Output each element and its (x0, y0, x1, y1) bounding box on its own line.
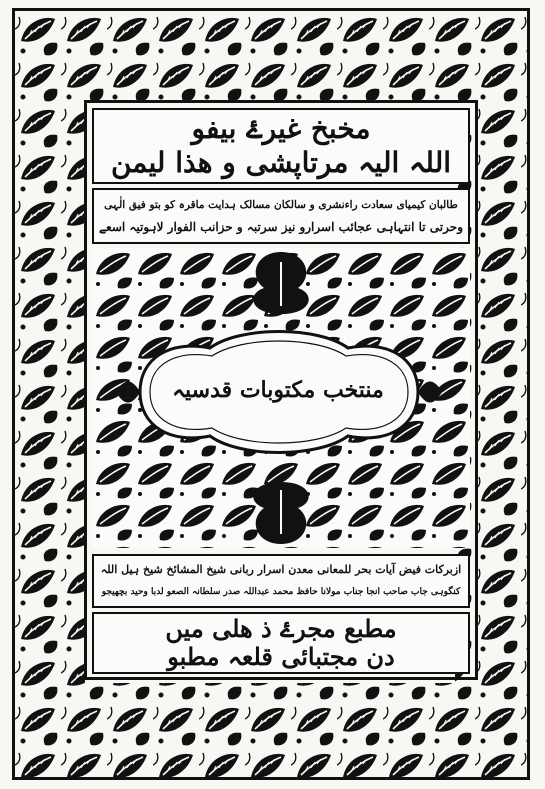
credit-panel (92, 554, 470, 608)
description-line-2: وحرتی تا انتہاہی عجائب اسرارو نیز سرتبہ و حزانب الفوار لاہوتیہ اسعے (99, 220, 463, 234)
credit-line-1: ازبرکات فیض آیات بحر للمعانی معدن اسرار ربانی شیخ المشائخ شیخ ہیل اللہ (100, 563, 462, 576)
book-title: منتخب مکتوبات قدسیہ (172, 377, 384, 403)
credit-line-2: کنگوہی جاب صاحب انجا جناب مولانا حافظ محمد عبداللہ صدر سلطانہ الصعو لدبا وحید بچھیجو (101, 587, 461, 597)
header-line-2: اللہ الیہ مرتاپشی و ھذا لیمن (110, 146, 452, 179)
description-panel (92, 188, 470, 244)
header-panel (92, 108, 470, 184)
press-panel (92, 612, 470, 674)
description-line-1: طالبان کیمیای سعادت راءنشری و سالکان مسالک ہدایت ماقرہ کو بتو فیق الٰہی (104, 199, 458, 211)
press-line-2: دن مجتبائی قلعہ مطبو (167, 642, 395, 671)
press-line-1: مطبع مجرۓ ذ ھلی میں (165, 614, 397, 643)
header-line-1: مخبخ غیرۓ بیفو (191, 112, 371, 145)
